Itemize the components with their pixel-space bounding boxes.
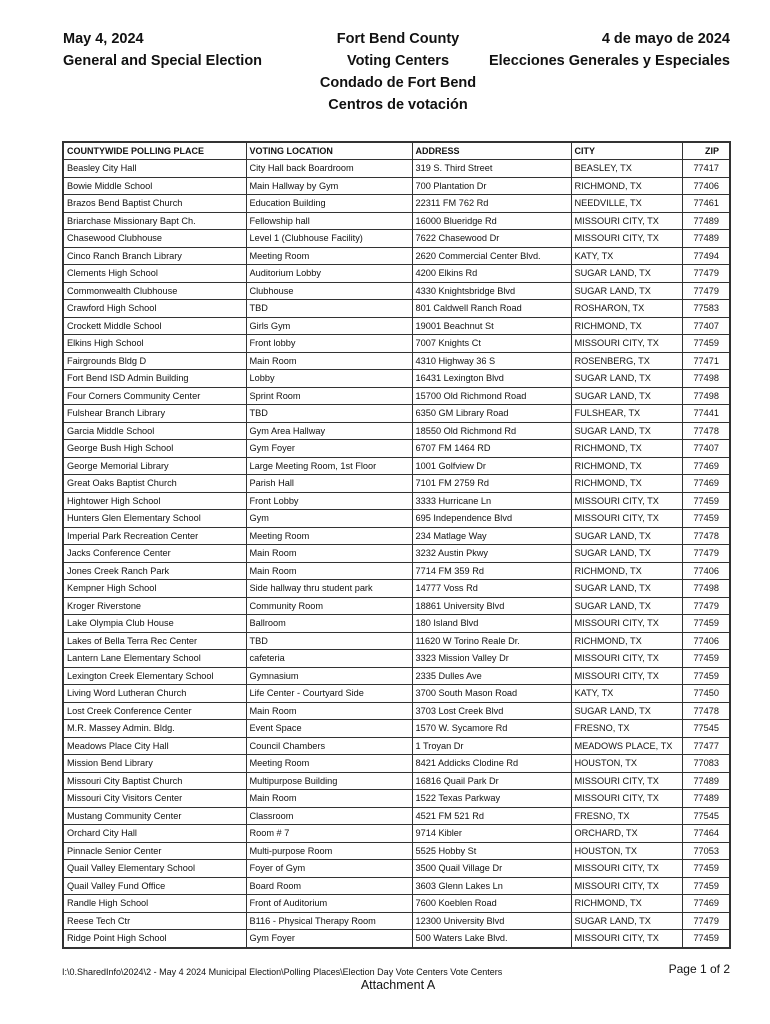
- table-row: [63, 230, 730, 248]
- voting-location-cell: Gymnasium: [246, 667, 412, 685]
- address-cell: 7101 FM 2759 Rd: [412, 475, 571, 493]
- table-row: [63, 422, 730, 440]
- voting-location-cell: Girls Gym: [246, 317, 412, 335]
- voting-location-cell: Event Space: [246, 720, 412, 738]
- zip-cell: 77406: [682, 177, 730, 195]
- city-cell: ORCHARD, TX: [571, 825, 682, 843]
- table-row: [63, 930, 730, 948]
- city-cell: ROSENBERG, TX: [571, 352, 682, 370]
- voting-location-cell: Room # 7: [246, 825, 412, 843]
- zip-cell: 77459: [682, 667, 730, 685]
- city-cell: SUGAR LAND, TX: [571, 265, 682, 283]
- table-row: [63, 912, 730, 930]
- city-cell: SUGAR LAND, TX: [571, 387, 682, 405]
- polling-place-cell: Missouri City Visitors Center: [63, 790, 246, 808]
- table-row: [63, 457, 730, 475]
- voting-location-cell: Community Room: [246, 597, 412, 615]
- city-cell: RICHMOND, TX: [571, 440, 682, 458]
- voting-location-cell: Main Room: [246, 545, 412, 563]
- voting-location-cell: Clubhouse: [246, 282, 412, 300]
- address-cell: 18550 Old Richmond Rd: [412, 422, 571, 440]
- city-cell: KATY, TX: [571, 247, 682, 265]
- polling-place-cell: Clements High School: [63, 265, 246, 283]
- address-cell: 6707 FM 1464 RD: [412, 440, 571, 458]
- zip-cell: 77469: [682, 475, 730, 493]
- election-type: General and Special Election: [63, 53, 263, 69]
- table-row: [63, 510, 730, 528]
- page-number: Page 1 of 2: [668, 962, 730, 976]
- voting-location-cell: Auditorium Lobby: [246, 265, 412, 283]
- voting-location-cell: Gym Foyer: [246, 930, 412, 948]
- polling-place-cell: Lake Olympia Club House: [63, 615, 246, 633]
- table-row: [63, 405, 730, 423]
- polling-place-cell: Lantern Lane Elementary School: [63, 650, 246, 668]
- polling-place-cell: Kroger Riverstone: [63, 597, 246, 615]
- address-cell: 22311 FM 762 Rd: [412, 195, 571, 213]
- city-cell: HOUSTON, TX: [571, 842, 682, 860]
- voting-location-cell: Sprint Room: [246, 387, 412, 405]
- city-cell: MISSOURI CITY, TX: [571, 667, 682, 685]
- address-cell: 4200 Elkins Rd: [412, 265, 571, 283]
- table-body: [63, 160, 730, 948]
- voting-location-cell: Main Room: [246, 790, 412, 808]
- table-row: [63, 807, 730, 825]
- table-row: [63, 632, 730, 650]
- city-cell: RICHMOND, TX: [571, 562, 682, 580]
- city-cell: SUGAR LAND, TX: [571, 545, 682, 563]
- polling-place-cell: Mission Bend Library: [63, 755, 246, 773]
- city-cell: RICHMOND, TX: [571, 895, 682, 913]
- polling-place-cell: Beasley City Hall: [63, 160, 246, 178]
- address-cell: 3700 South Mason Road: [412, 685, 571, 703]
- address-cell: 4310 Highway 36 S: [412, 352, 571, 370]
- zip-cell: 77479: [682, 545, 730, 563]
- voting-location-cell: Lobby: [246, 370, 412, 388]
- voting-location-cell: Multipurpose Building: [246, 772, 412, 790]
- address-cell: 7714 FM 359 Rd: [412, 562, 571, 580]
- voting-location-cell: Gym: [246, 510, 412, 528]
- address-cell: 4521 FM 521 Rd: [412, 807, 571, 825]
- address-cell: 700 Plantation Dr: [412, 177, 571, 195]
- city-cell: SUGAR LAND, TX: [571, 912, 682, 930]
- table-row: [63, 160, 730, 178]
- voting-location-cell: Multi-purpose Room: [246, 842, 412, 860]
- city-cell: MISSOURI CITY, TX: [571, 772, 682, 790]
- address-cell: 7600 Koeblen Road: [412, 895, 571, 913]
- city-cell: MISSOURI CITY, TX: [571, 650, 682, 668]
- city-cell: MISSOURI CITY, TX: [571, 790, 682, 808]
- city-cell: MISSOURI CITY, TX: [571, 615, 682, 633]
- zip-cell: 77464: [682, 825, 730, 843]
- city-cell: MISSOURI CITY, TX: [571, 230, 682, 248]
- table-row: [63, 667, 730, 685]
- polling-place-cell: Missouri City Baptist Church: [63, 772, 246, 790]
- city-cell: MISSOURI CITY, TX: [571, 860, 682, 878]
- table-row: [63, 860, 730, 878]
- polling-place-cell: Crockett Middle School: [63, 317, 246, 335]
- polling-place-cell: Elkins High School: [63, 335, 246, 353]
- polling-place-cell: Cinco Ranch Branch Library: [63, 247, 246, 265]
- zip-cell: 77459: [682, 615, 730, 633]
- polling-place-cell: Brazos Bend Baptist Church: [63, 195, 246, 213]
- table-row: [63, 825, 730, 843]
- voting-location-cell: Ballroom: [246, 615, 412, 633]
- zip-cell: 77450: [682, 685, 730, 703]
- table-row: [63, 702, 730, 720]
- polling-place-cell: Ridge Point High School: [63, 930, 246, 948]
- polling-place-cell: Jacks Conference Center: [63, 545, 246, 563]
- voting-location-cell: Fellowship hall: [246, 212, 412, 230]
- polling-place-cell: George Bush High School: [63, 440, 246, 458]
- table-row: [63, 720, 730, 738]
- address-cell: 319 S. Third Street: [412, 160, 571, 178]
- voting-location-cell: Level 1 (Clubhouse Facility): [246, 230, 412, 248]
- zip-cell: 77545: [682, 807, 730, 825]
- polling-place-cell: Bowie Middle School: [63, 177, 246, 195]
- polling-place-cell: Quail Valley Fund Office: [63, 877, 246, 895]
- city-cell: SUGAR LAND, TX: [571, 580, 682, 598]
- polling-place-cell: George Memorial Library: [63, 457, 246, 475]
- table-row: [63, 527, 730, 545]
- address-cell: 2620 Commercial Center Blvd.: [412, 247, 571, 265]
- voting-location-cell: Main Hallway by Gym: [246, 177, 412, 195]
- city-cell: RICHMOND, TX: [571, 317, 682, 335]
- voting-location-cell: Main Room: [246, 352, 412, 370]
- table-row: [63, 265, 730, 283]
- file-path: I:\0.SharedInfo\2024\2 - May 4 2024 Municipal Election\Polling Places\Election Day Vote Centers Vote Centers: [62, 967, 503, 977]
- polling-place-cell: Pinnacle Senior Center: [63, 842, 246, 860]
- zip-cell: 77479: [682, 282, 730, 300]
- document-title: Voting Centers: [346, 53, 450, 69]
- address-cell: 3703 Lost Creek Blvd: [412, 702, 571, 720]
- table-row: [63, 895, 730, 913]
- zip-cell: 77477: [682, 737, 730, 755]
- polling-place-cell: Fulshear Branch Library: [63, 405, 246, 423]
- table-row: [63, 195, 730, 213]
- voting-location-cell: Front of Auditorium: [246, 895, 412, 913]
- city-cell: KATY, TX: [571, 685, 682, 703]
- zip-cell: 77471: [682, 352, 730, 370]
- voting-location-cell: TBD: [246, 632, 412, 650]
- polling-place-cell: Orchard City Hall: [63, 825, 246, 843]
- column-header-address: ADDRESS: [412, 142, 571, 160]
- table-row: [63, 737, 730, 755]
- voting-location-cell: Front Lobby: [246, 492, 412, 510]
- table-row: [63, 685, 730, 703]
- city-cell: MEADOWS PLACE, TX: [571, 737, 682, 755]
- address-cell: 500 Waters Lake Blvd.: [412, 930, 571, 948]
- voting-location-cell: Board Room: [246, 877, 412, 895]
- polling-place-cell: Lakes of Bella Terra Rec Center: [63, 632, 246, 650]
- table-row: [63, 492, 730, 510]
- polling-place-cell: Garcia Middle School: [63, 422, 246, 440]
- table-row: [63, 370, 730, 388]
- address-cell: 4330 Knightsbridge Blvd: [412, 282, 571, 300]
- zip-cell: 77469: [682, 895, 730, 913]
- polling-place-cell: Quail Valley Elementary School: [63, 860, 246, 878]
- zip-cell: 77459: [682, 930, 730, 948]
- polling-place-cell: Reese Tech Ctr: [63, 912, 246, 930]
- address-cell: 18861 University Blvd: [412, 597, 571, 615]
- table-row: [63, 177, 730, 195]
- address-cell: 695 Independence Blvd: [412, 510, 571, 528]
- document-title-spanish: Centros de votación: [328, 97, 468, 113]
- table-row: [63, 790, 730, 808]
- table-row: [63, 317, 730, 335]
- city-cell: MISSOURI CITY, TX: [571, 510, 682, 528]
- address-cell: 3333 Hurricane Ln: [412, 492, 571, 510]
- voting-location-cell: Council Chambers: [246, 737, 412, 755]
- zip-cell: 77053: [682, 842, 730, 860]
- county-name-spanish: Condado de Fort Bend: [319, 75, 477, 91]
- zip-cell: 77489: [682, 212, 730, 230]
- zip-cell: 77407: [682, 440, 730, 458]
- voting-location-cell: Large Meeting Room, 1st Floor: [246, 457, 412, 475]
- attachment-label: Attachment A: [360, 978, 436, 992]
- polling-place-cell: Crawford High School: [63, 300, 246, 318]
- table-row: [63, 387, 730, 405]
- address-cell: 3323 Mission Valley Dr: [412, 650, 571, 668]
- zip-cell: 77479: [682, 912, 730, 930]
- polling-place-cell: Briarchase Missionary Bapt Ch.: [63, 212, 246, 230]
- zip-cell: 77498: [682, 580, 730, 598]
- city-cell: RICHMOND, TX: [571, 475, 682, 493]
- voting-location-cell: Meeting Room: [246, 755, 412, 773]
- header-right: [489, 28, 730, 72]
- voting-location-cell: Main Room: [246, 702, 412, 720]
- polling-place-cell: Great Oaks Baptist Church: [63, 475, 246, 493]
- table-row: [63, 580, 730, 598]
- voting-location-cell: Gym Foyer: [246, 440, 412, 458]
- city-cell: SUGAR LAND, TX: [571, 597, 682, 615]
- zip-cell: 77489: [682, 772, 730, 790]
- table-row: [63, 755, 730, 773]
- voting-location-cell: Parish Hall: [246, 475, 412, 493]
- voting-location-cell: Life Center - Courtyard Side: [246, 685, 412, 703]
- zip-cell: 77478: [682, 422, 730, 440]
- city-cell: FULSHEAR, TX: [571, 405, 682, 423]
- polling-place-cell: Hunters Glen Elementary School: [63, 510, 246, 528]
- address-cell: 801 Caldwell Ranch Road: [412, 300, 571, 318]
- address-cell: 180 Island Blvd: [412, 615, 571, 633]
- address-cell: 7622 Chasewood Dr: [412, 230, 571, 248]
- city-cell: MISSOURI CITY, TX: [571, 492, 682, 510]
- voting-location-cell: Gym Area Hallway: [246, 422, 412, 440]
- city-cell: ROSHARON, TX: [571, 300, 682, 318]
- table-row: [63, 615, 730, 633]
- voting-location-cell: Classroom: [246, 807, 412, 825]
- polling-place-cell: Chasewood Clubhouse: [63, 230, 246, 248]
- address-cell: 3500 Quail Village Dr: [412, 860, 571, 878]
- zip-cell: 77478: [682, 527, 730, 545]
- address-cell: 1570 W. Sycamore Rd: [412, 720, 571, 738]
- address-cell: 3603 Glenn Lakes Ln: [412, 877, 571, 895]
- zip-cell: 77545: [682, 720, 730, 738]
- polling-place-cell: Kempner High School: [63, 580, 246, 598]
- polling-place-cell: Hightower High School: [63, 492, 246, 510]
- address-cell: 8421 Addicks Clodine Rd: [412, 755, 571, 773]
- zip-cell: 77478: [682, 702, 730, 720]
- address-cell: 7007 Knights Ct: [412, 335, 571, 353]
- table-row: [63, 300, 730, 318]
- voting-location-cell: City Hall back Boardroom: [246, 160, 412, 178]
- voting-location-cell: cafeteria: [246, 650, 412, 668]
- column-header-city: CITY: [571, 142, 682, 160]
- election-type-spanish: Elecciones Generales y Especiales: [488, 53, 730, 69]
- election-date-spanish: 4 de mayo de 2024: [601, 31, 730, 47]
- zip-cell: 77459: [682, 650, 730, 668]
- table-row: [63, 597, 730, 615]
- polling-place-cell: Lexington Creek Elementary School: [63, 667, 246, 685]
- zip-cell: 77459: [682, 335, 730, 353]
- polling-place-cell: Jones Creek Ranch Park: [63, 562, 246, 580]
- voting-location-cell: Front lobby: [246, 335, 412, 353]
- table-row: [63, 212, 730, 230]
- address-cell: 19001 Beachnut St: [412, 317, 571, 335]
- table-row: [63, 562, 730, 580]
- election-date: May 4, 2024: [63, 31, 144, 47]
- column-header-polling-place: COUNTYWIDE POLLING PLACE: [63, 142, 246, 160]
- address-cell: 1 Troyan Dr: [412, 737, 571, 755]
- city-cell: NEEDVILLE, TX: [571, 195, 682, 213]
- zip-cell: 77459: [682, 510, 730, 528]
- voting-location-cell: B116 - Physical Therapy Room: [246, 912, 412, 930]
- polling-place-cell: Mustang Community Center: [63, 807, 246, 825]
- voting-location-cell: TBD: [246, 300, 412, 318]
- voting-location-cell: Meeting Room: [246, 527, 412, 545]
- county-name: Fort Bend County: [336, 31, 460, 47]
- zip-cell: 77083: [682, 755, 730, 773]
- address-cell: 3232 Austin Pkwy: [412, 545, 571, 563]
- zip-cell: 77498: [682, 387, 730, 405]
- address-cell: 234 Matlage Way: [412, 527, 571, 545]
- polling-place-cell: Living Word Lutheran Church: [63, 685, 246, 703]
- table-row: [63, 545, 730, 563]
- address-cell: 16816 Quail Park Dr: [412, 772, 571, 790]
- city-cell: MISSOURI CITY, TX: [571, 335, 682, 353]
- zip-cell: 77407: [682, 317, 730, 335]
- address-cell: 1522 Texas Parkway: [412, 790, 571, 808]
- polling-places-table: [62, 141, 731, 949]
- voting-location-cell: Education Building: [246, 195, 412, 213]
- zip-cell: 77489: [682, 790, 730, 808]
- polling-place-cell: Fort Bend ISD Admin Building: [63, 370, 246, 388]
- table-row: [63, 475, 730, 493]
- city-cell: RICHMOND, TX: [571, 632, 682, 650]
- city-cell: RICHMOND, TX: [571, 177, 682, 195]
- city-cell: HOUSTON, TX: [571, 755, 682, 773]
- city-cell: MISSOURI CITY, TX: [571, 930, 682, 948]
- zip-cell: 77459: [682, 877, 730, 895]
- polling-place-cell: Fairgrounds Bldg D: [63, 352, 246, 370]
- address-cell: 16431 Lexington Blvd: [412, 370, 571, 388]
- city-cell: SUGAR LAND, TX: [571, 422, 682, 440]
- address-cell: 14777 Voss Rd: [412, 580, 571, 598]
- address-cell: 9714 Kibler: [412, 825, 571, 843]
- address-cell: 5525 Hobby St: [412, 842, 571, 860]
- table-row: [63, 772, 730, 790]
- city-cell: SUGAR LAND, TX: [571, 702, 682, 720]
- polling-place-cell: Meadows Place City Hall: [63, 737, 246, 755]
- zip-cell: 77441: [682, 405, 730, 423]
- column-header-zip: ZIP: [682, 142, 730, 160]
- polling-place-cell: Randle High School: [63, 895, 246, 913]
- voting-location-cell: Main Room: [246, 562, 412, 580]
- voting-location-cell: TBD: [246, 405, 412, 423]
- address-cell: 11620 W Torino Reale Dr.: [412, 632, 571, 650]
- polling-place-cell: Imperial Park Recreation Center: [63, 527, 246, 545]
- table-row: [63, 335, 730, 353]
- voting-location-cell: Meeting Room: [246, 247, 412, 265]
- zip-cell: 77479: [682, 265, 730, 283]
- polling-place-cell: M.R. Massey Admin. Bldg.: [63, 720, 246, 738]
- city-cell: FRESNO, TX: [571, 807, 682, 825]
- polling-place-cell: Lost Creek Conference Center: [63, 702, 246, 720]
- city-cell: SUGAR LAND, TX: [571, 370, 682, 388]
- zip-cell: 77479: [682, 597, 730, 615]
- address-cell: 15700 Old Richmond Road: [412, 387, 571, 405]
- table-row: [63, 440, 730, 458]
- city-cell: BEASLEY, TX: [571, 160, 682, 178]
- table-row: [63, 282, 730, 300]
- table-row: [63, 650, 730, 668]
- city-cell: MISSOURI CITY, TX: [571, 877, 682, 895]
- city-cell: FRESNO, TX: [571, 720, 682, 738]
- zip-cell: 77469: [682, 457, 730, 475]
- voting-location-cell: Foyer of Gym: [246, 860, 412, 878]
- city-cell: SUGAR LAND, TX: [571, 527, 682, 545]
- zip-cell: 77583: [682, 300, 730, 318]
- zip-cell: 77406: [682, 632, 730, 650]
- address-cell: 2335 Dulles Ave: [412, 667, 571, 685]
- zip-cell: 77494: [682, 247, 730, 265]
- zip-cell: 77459: [682, 860, 730, 878]
- zip-cell: 77406: [682, 562, 730, 580]
- address-cell: 12300 University Blvd: [412, 912, 571, 930]
- address-cell: 6350 GM Library Road: [412, 405, 571, 423]
- polling-place-cell: Four Corners Community Center: [63, 387, 246, 405]
- polling-place-cell: Commonwealth Clubhouse: [63, 282, 246, 300]
- zip-cell: 77498: [682, 370, 730, 388]
- table-row: [63, 842, 730, 860]
- address-cell: 1001 Golfview Dr: [412, 457, 571, 475]
- zip-cell: 77489: [682, 230, 730, 248]
- column-header-voting-location: VOTING LOCATION: [246, 142, 412, 160]
- table-row: [63, 352, 730, 370]
- address-cell: 16000 Blueridge Rd: [412, 212, 571, 230]
- zip-cell: 77459: [682, 492, 730, 510]
- table-row: [63, 247, 730, 265]
- zip-cell: 77417: [682, 160, 730, 178]
- voting-location-cell: Side hallway thru student park: [246, 580, 412, 598]
- city-cell: RICHMOND, TX: [571, 457, 682, 475]
- table-header-row: [63, 142, 730, 160]
- zip-cell: 77461: [682, 195, 730, 213]
- table-row: [63, 877, 730, 895]
- city-cell: MISSOURI CITY, TX: [571, 212, 682, 230]
- city-cell: SUGAR LAND, TX: [571, 282, 682, 300]
